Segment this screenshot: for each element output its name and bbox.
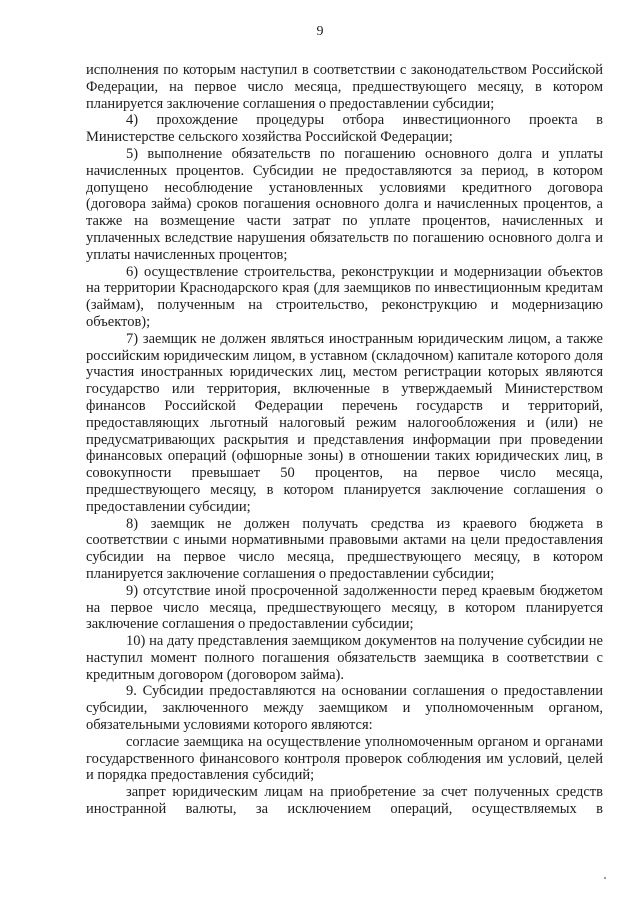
paragraph-condition-consent: согласие заемщика на осуществление уполномоченным органом и органами государственного финансового контроля проверок соблюдения им условий, целей и порядка предоставления субсидий; bbox=[86, 733, 603, 784]
scan-speck bbox=[604, 877, 606, 879]
document-body bbox=[86, 62, 603, 818]
paragraph-continuation: исполнения по которым наступил в соответствии с законодательством Российской Федерации, на первое число месяца, предшествующего месяцу, в котором планируется заключение соглашения о предоставлении субсидии; bbox=[86, 62, 603, 112]
paragraph-item-6: 6) осуществление строительства, реконструкции и модернизации объектов на территории Краснодарского края (для заемщиков по инвестиционным кредитам (займам), полученным на строительство, реконструкцию и модернизацию объектов); bbox=[86, 263, 603, 330]
paragraph-section-9: 9. Субсидии предоставляются на основании соглашения о предоставлении субсидии, заключенного между заемщиком и уполномоченным органом, обязательными условиями которого являются: bbox=[86, 683, 603, 734]
paragraph-item-5: 5) выполнение обязательств по погашению основного долга и уплаты начисленных процентов. Субсидии не предоставляются за период, в котором допущено несоблюдение установленных условиями кредитного договора (договора займа) сроков погашения основного долга и начисленных процентов, а также на возмещение части затрат по уплате процентов, начисленных и уплаченных вследствие нарушения обязательств по погашению основного долга и уплаты начисленных процентов; bbox=[86, 145, 603, 263]
paragraph-item-8: 8) заемщик не должен получать средства из краевого бюджета в соответствии с иными нормативными правовыми актами на цели предоставления субсидии на первое число месяца, предшествующего месяцу, в котором планируется заключение соглашения о предоставлении субсидии; bbox=[86, 515, 603, 582]
paragraph-item-7: 7) заемщик не должен являться иностранным юридическим лицом, а также российским юридическим лицом, в уставном (складочном) капитале которого доля участия иностранных юридических лиц, местом регистрации которых являются государство или территория, включенные в утверждаемый Министерством финансов Российской Федерации перечень государств и территорий, предоставляющих льготный налоговый режим налогообложения и (или) не предусматривающих раскрытия и представления информации при проведении финансовых операций (офшорные зоны) в отношении таких юридических лиц, в совокупности превышает 50 процентов, на первое число месяца, предшествующего месяцу, в котором планируется заключение соглашения о предоставлении субсидии; bbox=[86, 330, 603, 515]
paragraph-item-9: 9) отсутствие иной просроченной задолженности перед краевым бюджетом на первое число месяца, предшествующего месяцу, в котором планируется заключение соглашения о предоставлении субсидии; bbox=[86, 582, 603, 633]
paragraph-condition-ban: запрет юридическим лицам на приобретение за счет полученных средств иностранной валюты, за исключением операций, осуществляемых в bbox=[86, 784, 603, 818]
paragraph-item-4: 4) прохождение процедуры отбора инвестиционного проекта в Министерстве сельского хозяйства Российской Федерации; bbox=[86, 112, 603, 146]
paragraph-item-10: 10) на дату представления заемщиком документов на получение субсидии не наступил момент полного погашения обязательств заемщика в соответствии с кредитным договором (договором займа). bbox=[86, 633, 603, 683]
page-number: 9 bbox=[316, 24, 324, 39]
